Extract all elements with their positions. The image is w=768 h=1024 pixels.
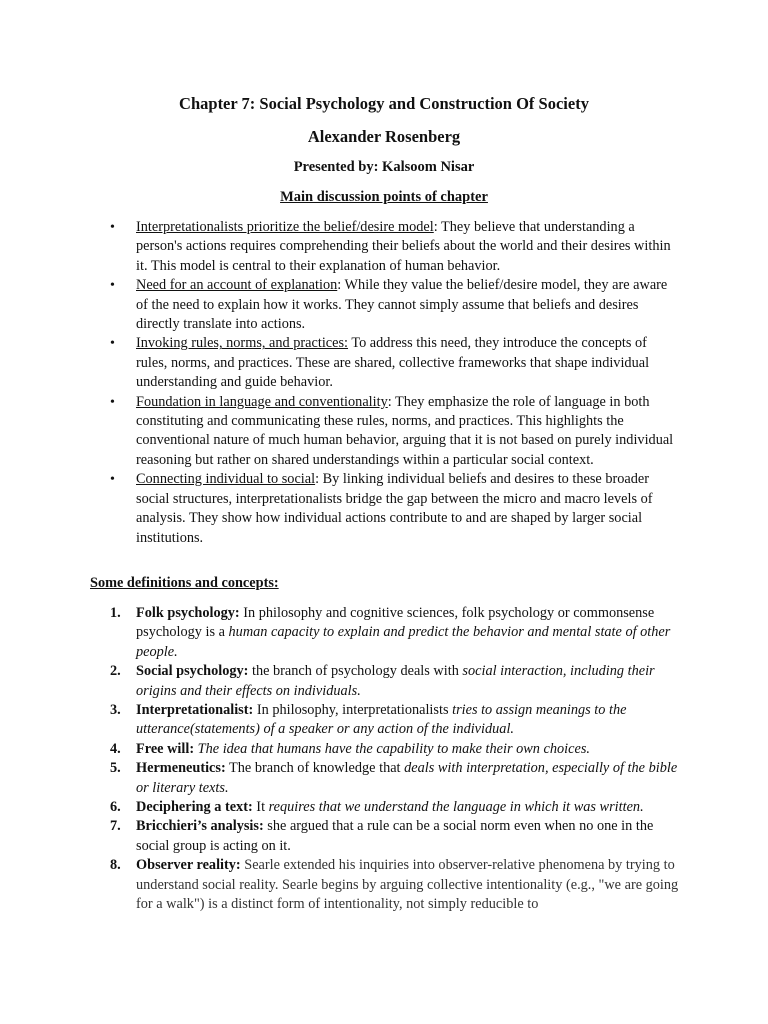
point-label: Need for an account of explanation [136, 277, 338, 294]
list-item [90, 759, 680, 798]
item-number: 6. [110, 799, 121, 816]
definition-italic: requires that we understand the language in which it was written. [268, 799, 644, 816]
point-label: Interpretationalists prioritize the belief/desire model [136, 219, 434, 235]
page-title: Chapter 7: Social Psychology and Construction Of Society [179, 94, 589, 113]
list-item [90, 334, 680, 392]
main-points-list [90, 218, 680, 548]
definition-term: Deciphering a text: [136, 799, 253, 816]
item-number: 4. [110, 740, 121, 757]
point-text: To address this need, they introduce the concepts of rules, norms, and practices. These are shared, collective frameworks that shape individual understanding and guide behavior. [136, 335, 650, 391]
definitions-list [90, 604, 680, 915]
item-number: 5. [110, 760, 121, 777]
definition-text: the branch of psychology deals with [248, 663, 463, 680]
list-item [90, 856, 680, 914]
item-number: 8. [110, 857, 121, 874]
list-item [90, 604, 680, 662]
definition-text: she argued that a rule can be a social norm even when no one in the social group is acting on it. [136, 818, 654, 854]
list-item [90, 393, 680, 471]
list-item [90, 470, 680, 548]
definition-text: The branch of knowledge that [225, 760, 405, 777]
item-number: 7. [110, 818, 121, 835]
definition-text: In philosophy and cognitive sciences, folk psychology or commonsense psychology is a [136, 605, 655, 641]
point-label: Invoking rules, norms, and practices: [136, 335, 349, 352]
point-text: : They believe that understanding a person's actions requires comprehending their beliefs about the world and their desires within it. This model is central to their explanation of human behavior. [136, 219, 671, 274]
definition-italic: human capacity to explain and predict the behavior and mental state of other people. [136, 624, 671, 660]
point-label: Foundation in language and conventionality [136, 393, 388, 410]
list-item [90, 276, 680, 334]
definitions-heading: Some definitions and concepts: [90, 575, 279, 591]
list-item [90, 662, 680, 701]
point-text: : By linking individual beliefs and desires to these broader social structures, interpretationalists bridge the gap between the micro and macro levels of analysis. They show how individual actions contribute to and are shaped by larger social institutions. [136, 471, 653, 546]
author-name: Alexander Rosenberg [307, 127, 461, 146]
definition-term: Interpretationalist: [136, 702, 254, 719]
main-heading: Main discussion points of chapter [280, 189, 488, 205]
definition-term: Hermeneutics: [136, 760, 226, 777]
list-item [90, 798, 680, 817]
definition-term: Observer reality: [136, 857, 241, 874]
list-item [90, 817, 680, 856]
definition-term: Free will: [136, 740, 195, 757]
definition-italic: deals with interpretation, especially of the bible or literary texts. [136, 760, 678, 796]
presenter-line: Presented by: Kalsoom Nisar [293, 159, 475, 175]
definition-term: Social psychology: [136, 663, 249, 680]
definition-text: In philosophy, interpretationalists [253, 702, 453, 719]
list-item [90, 740, 680, 759]
point-text: : They emphasize the role of language in both constituting and communicating these rules, norms, and practices. This highlights the conventional nature of much human behavior, arguing that it is not based on purely individual reasoning but rather on shared understandings within a particular social context. [136, 393, 674, 468]
item-number: 3. [110, 702, 121, 719]
definition-italic: social interaction, including their origins and their effects on individuals. [136, 663, 655, 699]
definition-italic: The idea that humans have the capability to make their own choices. [197, 740, 590, 757]
definition-italic: tries to assign meanings to the utterance(statements) of a speaker or any action of the individual. [136, 702, 627, 738]
list-item [90, 218, 680, 276]
definition-text: Searle extended his inquiries into observer-relative phenomena by trying to understand social reality. Searle begins by arguing collective intentionality (e.g., "we are going for a walk") is a distinct form of intentionality, not simply reducible to [136, 857, 679, 913]
item-number: 1. [110, 605, 121, 621]
point-text: : While they value the belief/desire model, they are aware of the need to explain how it works. They cannot simply assume that beliefs and desires directly translate into actions. [136, 277, 668, 333]
definition-term: Folk psychology: [136, 605, 240, 621]
point-label: Connecting individual to social [136, 471, 316, 488]
item-number: 2. [110, 663, 121, 680]
definition-text: It [252, 799, 269, 816]
list-item [90, 701, 680, 740]
definition-term: Bricchieri’s analysis: [136, 818, 264, 835]
